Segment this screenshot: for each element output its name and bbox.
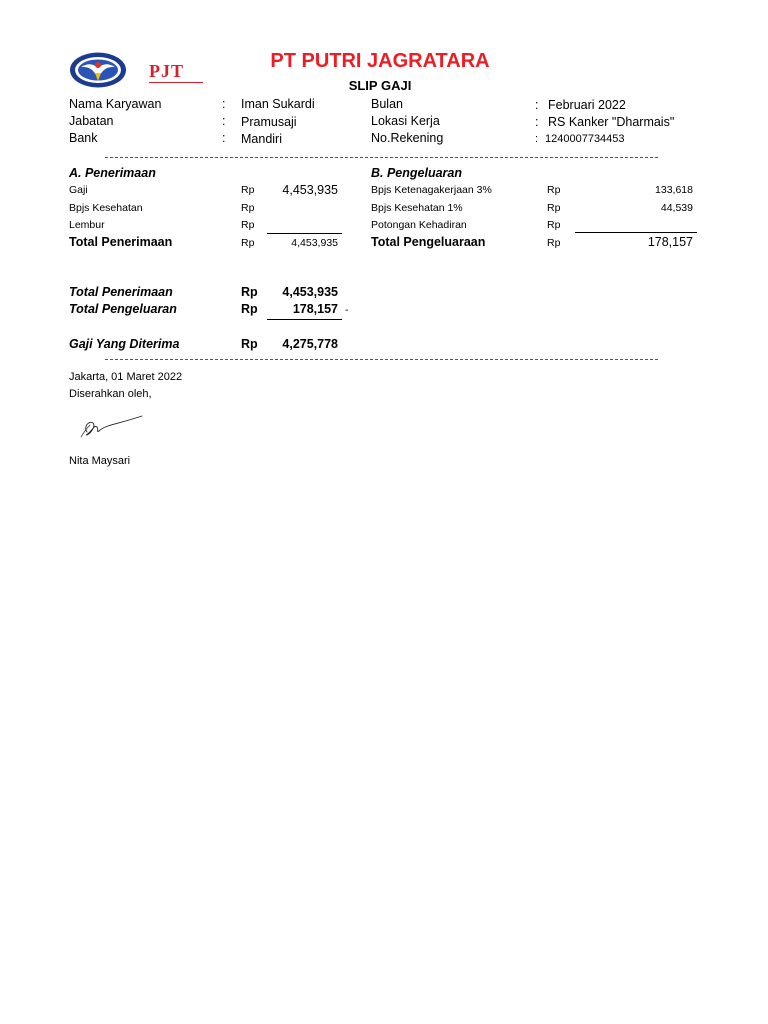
info-label-lokasi: Lokasi Kerja bbox=[371, 114, 440, 128]
info-value-bank: Mandiri bbox=[241, 132, 282, 146]
info-value-lokasi: RS Kanker "Dharmais" bbox=[548, 115, 675, 129]
pengeluaran-label-potongan: Potongan Kehadiran bbox=[371, 219, 467, 231]
doc-title: SLIP GAJI bbox=[348, 78, 412, 93]
penerimaan-value-gaji: 4,453,935 bbox=[282, 183, 338, 197]
pengeluaran-total-rule bbox=[575, 232, 697, 233]
pengeluaran-value-bpjstk: 133,618 bbox=[655, 184, 693, 196]
pengeluaran-total-label: Total Pengeluaraan bbox=[371, 235, 486, 249]
info-sep-nama: : bbox=[222, 97, 226, 111]
info-label-jabatan: Jabatan bbox=[69, 114, 114, 128]
pengeluaran-total-cur: Rp bbox=[547, 237, 561, 249]
pengeluaran-label-bpjskes: Bpjs Kesehatan 1% bbox=[371, 202, 463, 214]
penerimaan-cur-bpjs: Rp bbox=[241, 202, 255, 214]
info-label-nama: Nama Karyawan bbox=[69, 97, 162, 111]
summary-penerimaan-label: Total Penerimaan bbox=[69, 285, 173, 299]
summary-diterima-label: Gaji Yang Diterima bbox=[69, 337, 180, 351]
summary-total-rule bbox=[267, 319, 342, 320]
penerimaan-total-value: 4,453,935 bbox=[291, 237, 338, 249]
info-label-bank: Bank bbox=[69, 131, 98, 145]
summary-diterima-value: 4,275,778 bbox=[282, 337, 338, 351]
summary-minus-sign: - bbox=[345, 304, 349, 316]
summary-pengeluaran-label: Total Pengeluaran bbox=[69, 302, 177, 316]
info-value-bulan: Februari 2022 bbox=[548, 98, 626, 112]
pengeluaran-total-value: 178,157 bbox=[647, 235, 693, 249]
signature bbox=[78, 410, 146, 442]
pengeluaran-cur-bpjskes: Rp bbox=[547, 202, 561, 214]
penerimaan-cur-lembur: Rp bbox=[241, 219, 255, 231]
summary-pengeluaran-cur: Rp bbox=[241, 302, 258, 316]
penerimaan-total-cur: Rp bbox=[241, 237, 255, 249]
info-sep-jabatan: : bbox=[222, 114, 226, 128]
penerimaan-heading: A. Penerimaan bbox=[69, 166, 156, 180]
company-name: PT PUTRI JAGRATARA bbox=[270, 50, 490, 72]
divider-bottom bbox=[105, 359, 658, 360]
penerimaan-cur-gaji: Rp bbox=[241, 184, 255, 196]
info-sep-bank: : bbox=[222, 131, 226, 145]
info-label-bulan: Bulan bbox=[371, 97, 403, 111]
penerimaan-label-bpjs: Bpjs Kesehatan bbox=[69, 202, 143, 214]
pengeluaran-heading: B. Pengeluaran bbox=[371, 166, 462, 180]
info-sep-lokasi: : bbox=[535, 115, 539, 129]
pengeluaran-label-bpjstk: Bpjs Ketenagakerjaan 3% bbox=[371, 184, 492, 196]
pjt-logo-text: PJT bbox=[149, 61, 185, 81]
handed-by: Diserahkan oleh, bbox=[69, 388, 152, 400]
info-label-rekening: No.Rekening bbox=[371, 131, 444, 145]
summary-pengeluaran-value: 178,157 bbox=[292, 302, 338, 316]
penerimaan-label-lembur: Lembur bbox=[69, 219, 105, 231]
divider-top bbox=[105, 157, 658, 158]
signer-name: Nita Maysari bbox=[69, 455, 131, 467]
summary-penerimaan-cur: Rp bbox=[241, 285, 258, 299]
place-date: Jakarta, 01 Maret 2022 bbox=[69, 371, 183, 383]
pengeluaran-value-bpjskes: 44,539 bbox=[660, 202, 693, 214]
info-value-nama: Iman Sukardi bbox=[241, 97, 315, 111]
penerimaan-label-gaji: Gaji bbox=[69, 184, 88, 196]
info-value-rekening: 1240007734453 bbox=[545, 133, 625, 145]
penerimaan-total-label: Total Penerimaan bbox=[69, 235, 173, 249]
info-sep-bulan: : bbox=[535, 98, 539, 112]
pengeluaran-cur-bpjstk: Rp bbox=[547, 184, 561, 196]
summary-penerimaan-value: 4,453,935 bbox=[282, 285, 338, 299]
info-value-jabatan: Pramusaji bbox=[241, 115, 297, 129]
summary-diterima-cur: Rp bbox=[241, 337, 258, 351]
info-sep-rekening: : bbox=[535, 133, 539, 145]
pengeluaran-cur-potongan: Rp bbox=[547, 219, 561, 231]
penerimaan-total-rule bbox=[267, 233, 342, 234]
